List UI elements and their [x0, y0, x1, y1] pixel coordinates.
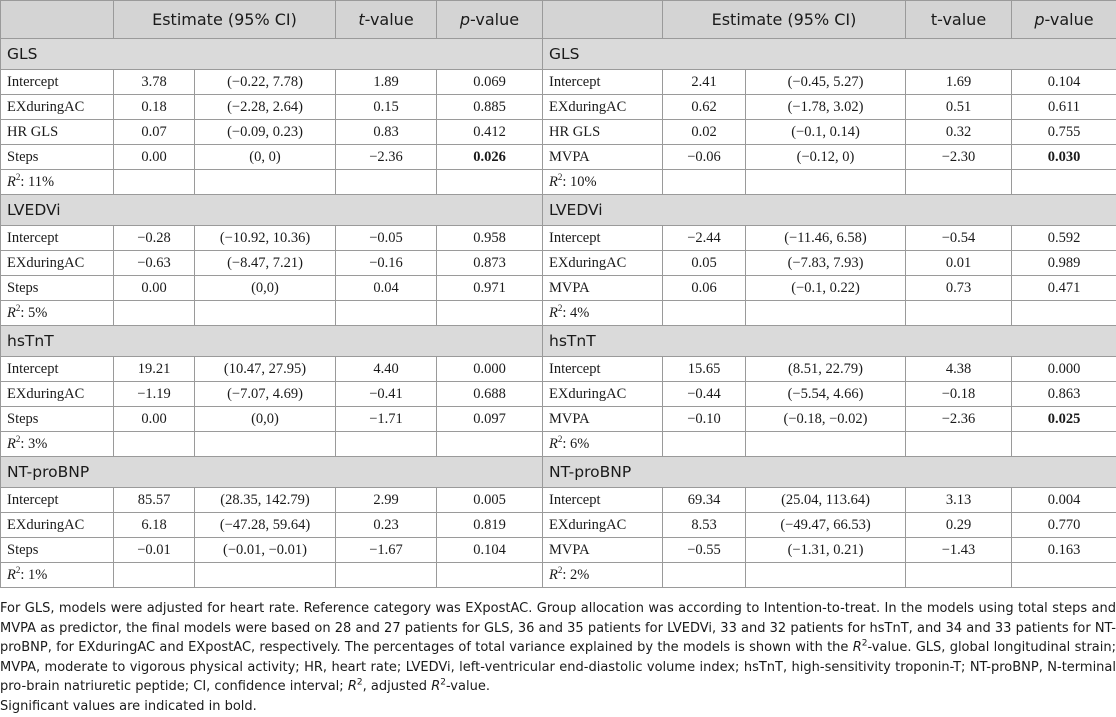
t-value-cell: −0.54 — [906, 226, 1012, 251]
p-value-cell: 0.863 — [1012, 382, 1116, 407]
ci-cell: (0, 0) — [195, 145, 336, 170]
estimate-cell: 8.53 — [663, 513, 746, 538]
r2-row — [1, 170, 1116, 195]
ci-cell: (−47.28, 59.64) — [195, 513, 336, 538]
estimate-cell: −0.10 — [663, 407, 746, 432]
p-value-cell: 0.000 — [437, 357, 543, 382]
t-value-cell: −2.36 — [906, 407, 1012, 432]
empty-cell — [906, 563, 1012, 588]
empty-cell — [663, 563, 746, 588]
header-p-right: p-value — [1012, 1, 1116, 39]
section-row — [1, 457, 1116, 488]
estimate-cell: 3.78 — [114, 70, 195, 95]
empty-cell — [906, 170, 1012, 195]
p-value-cell: 0.025 — [1012, 407, 1116, 432]
p-value-cell: 0.104 — [1012, 70, 1116, 95]
r2-cell: $R^2$: 6% — [543, 432, 663, 457]
empty-cell — [195, 301, 336, 326]
empty-cell — [1012, 563, 1116, 588]
estimate-cell: −0.28 — [114, 226, 195, 251]
estimate-cell: −1.19 — [114, 382, 195, 407]
t-value-cell: 2.99 — [336, 488, 437, 513]
r2-cell: $R^2$: 2% — [543, 563, 663, 588]
estimate-cell: 2.41 — [663, 70, 746, 95]
row-label: Intercept — [1, 226, 114, 251]
p-value-cell: 0.770 — [1012, 513, 1116, 538]
t-value-cell: 0.04 — [336, 276, 437, 301]
row-label: Intercept — [543, 70, 663, 95]
t-value-cell: 0.73 — [906, 276, 1012, 301]
t-value-cell: −2.36 — [336, 145, 437, 170]
empty-cell — [437, 301, 543, 326]
ci-cell: (−2.28, 2.64) — [195, 95, 336, 120]
estimate-cell: −0.06 — [663, 145, 746, 170]
row-label: Steps — [1, 538, 114, 563]
row-label: Intercept — [1, 357, 114, 382]
p-value-cell: 0.026 — [437, 145, 543, 170]
row-label: EXduringAC — [1, 382, 114, 407]
r2-cell: $R^2$: 3% — [1, 432, 114, 457]
r2-cell: $R^2$: 11% — [1, 170, 114, 195]
footnote-text: For GLS, models were adjusted for heart rate. Reference category was EXpostAC. Group allocation was according to Intention-to-treat. In the models using total steps and MVPA as predictor, the final models were based on 28 and 27 patients for GLS, 36 and 35 patients for LVEDVi, 33 and 32 patients for hsTnT, and 34 and 33 patients for NT-proBNP, for EXduringAC and EXpostAC, respectively. The percentages of total variance explained by the models is shown with the $R^2$-value. GLS, global longitudinal strain; MVPA, moderate to vigorous physical activity; HR, heart rate; LVEDVi, left-ventricular end-diastolic volume index; hsTnT, high-sensitivity troponin-T; NT-proBNP, N-terminal pro-brain natriuretic peptide; CI, confidence interval; $R^2$, adjusted $R^2$-value. — [0, 601, 1116, 694]
table-row — [1, 407, 1116, 432]
r2-row — [1, 301, 1116, 326]
t-value-cell: −0.18 — [906, 382, 1012, 407]
header-t-left: t-value — [336, 1, 437, 39]
ci-cell: (−0.22, 7.78) — [195, 70, 336, 95]
p-value-cell: 0.885 — [437, 95, 543, 120]
p-value-cell: 0.688 — [437, 382, 543, 407]
empty-cell — [746, 432, 906, 457]
ci-cell: (−0.09, 0.23) — [195, 120, 336, 145]
estimate-cell: −0.01 — [114, 538, 195, 563]
estimate-cell: 15.65 — [663, 357, 746, 382]
table-row — [1, 120, 1116, 145]
header-estimate-right: Estimate (95% CI) — [663, 1, 906, 39]
empty-cell — [336, 301, 437, 326]
row-label: Intercept — [543, 226, 663, 251]
estimate-cell: 85.57 — [114, 488, 195, 513]
t-value-cell: 0.23 — [336, 513, 437, 538]
row-label: MVPA — [543, 407, 663, 432]
ci-cell: (−0.18, −0.02) — [746, 407, 906, 432]
table-row — [1, 145, 1116, 170]
estimate-cell: −0.55 — [663, 538, 746, 563]
table-row — [1, 357, 1116, 382]
ci-cell: (−10.92, 10.36) — [195, 226, 336, 251]
ci-cell: (8.51, 22.79) — [746, 357, 906, 382]
empty-cell — [336, 563, 437, 588]
table-row — [1, 226, 1116, 251]
empty-cell — [114, 301, 195, 326]
estimate-cell: 0.00 — [114, 276, 195, 301]
section-title-nt-probnp: NT-proBNP — [1, 457, 543, 488]
empty-cell — [336, 170, 437, 195]
estimate-cell: −0.63 — [114, 251, 195, 276]
ci-cell: (−11.46, 6.58) — [746, 226, 906, 251]
t-value-cell: −0.41 — [336, 382, 437, 407]
header-t-right: t-value — [906, 1, 1012, 39]
r2-row — [1, 432, 1116, 457]
estimate-cell: 69.34 — [663, 488, 746, 513]
row-label: EXduringAC — [543, 513, 663, 538]
section-title-hstnt: hsTnT — [1, 326, 543, 357]
empty-cell — [195, 432, 336, 457]
estimate-cell: −0.44 — [663, 382, 746, 407]
ci-cell: (28.35, 142.79) — [195, 488, 336, 513]
p-value-cell: 0.592 — [1012, 226, 1116, 251]
p-value-cell: 0.958 — [437, 226, 543, 251]
estimate-cell: 6.18 — [114, 513, 195, 538]
p-value-cell: 0.163 — [1012, 538, 1116, 563]
r2-cell: $R^2$: 10% — [543, 170, 663, 195]
p-value-cell: 0.097 — [437, 407, 543, 432]
table-footnote — [0, 599, 1116, 716]
section-title-nt-probnp: NT-proBNP — [543, 457, 1116, 488]
row-label: Intercept — [1, 70, 114, 95]
empty-cell — [746, 563, 906, 588]
t-value-cell: 4.40 — [336, 357, 437, 382]
empty-cell — [906, 432, 1012, 457]
empty-cell — [663, 432, 746, 457]
empty-cell — [195, 563, 336, 588]
ci-cell: (25.04, 113.64) — [746, 488, 906, 513]
ci-cell: (−5.54, 4.66) — [746, 382, 906, 407]
table-row — [1, 382, 1116, 407]
t-value-cell: 0.29 — [906, 513, 1012, 538]
estimate-cell: 0.00 — [114, 145, 195, 170]
estimate-cell: 0.18 — [114, 95, 195, 120]
ci-cell: (0,0) — [195, 276, 336, 301]
row-label: Intercept — [543, 488, 663, 513]
estimate-cell: 0.02 — [663, 120, 746, 145]
row-label: HR GLS — [1, 120, 114, 145]
p-value-cell: 0.971 — [437, 276, 543, 301]
t-value-cell: −0.16 — [336, 251, 437, 276]
empty-cell — [746, 301, 906, 326]
ci-cell: (−1.31, 0.21) — [746, 538, 906, 563]
table-row — [1, 276, 1116, 301]
empty-cell — [1012, 301, 1116, 326]
ci-cell: (−0.01, −0.01) — [195, 538, 336, 563]
section-title-gls: GLS — [543, 39, 1116, 70]
ci-cell: (−0.1, 0.14) — [746, 120, 906, 145]
p-value-cell: 0.471 — [1012, 276, 1116, 301]
t-value-cell: −2.30 — [906, 145, 1012, 170]
r2-cell: $R^2$: 4% — [543, 301, 663, 326]
empty-cell — [906, 301, 1012, 326]
estimate-cell: 0.06 — [663, 276, 746, 301]
p-value-cell: 0.104 — [437, 538, 543, 563]
estimate-cell: 19.21 — [114, 357, 195, 382]
t-value-cell: 0.15 — [336, 95, 437, 120]
t-value-cell: −0.05 — [336, 226, 437, 251]
empty-cell — [437, 432, 543, 457]
ci-cell: (−7.07, 4.69) — [195, 382, 336, 407]
p-value-cell: 0.005 — [437, 488, 543, 513]
empty-cell — [1012, 432, 1116, 457]
empty-cell — [336, 432, 437, 457]
p-value-cell: 0.004 — [1012, 488, 1116, 513]
row-label: HR GLS — [543, 120, 663, 145]
empty-cell — [195, 170, 336, 195]
t-value-cell: 0.83 — [336, 120, 437, 145]
header-p-left: p-value — [437, 1, 543, 39]
section-title-lvedvi: LVEDVi — [1, 195, 543, 226]
section-title-gls: GLS — [1, 39, 543, 70]
estimate-cell: 0.05 — [663, 251, 746, 276]
header-blank-right — [543, 1, 663, 39]
ci-cell: (−7.83, 7.93) — [746, 251, 906, 276]
t-value-cell: 1.89 — [336, 70, 437, 95]
r2-cell: $R^2$: 1% — [1, 563, 114, 588]
row-label: EXduringAC — [543, 95, 663, 120]
estimate-cell: 0.07 — [114, 120, 195, 145]
p-value-cell: 0.412 — [437, 120, 543, 145]
t-value-cell: 1.69 — [906, 70, 1012, 95]
table-row — [1, 488, 1116, 513]
row-label: MVPA — [543, 538, 663, 563]
row-label: EXduringAC — [543, 251, 663, 276]
t-value-cell: 0.51 — [906, 95, 1012, 120]
ci-cell: (−8.47, 7.21) — [195, 251, 336, 276]
row-label: MVPA — [543, 276, 663, 301]
p-value-cell: 0.819 — [437, 513, 543, 538]
empty-cell — [663, 301, 746, 326]
empty-cell — [114, 432, 195, 457]
p-value-cell: 0.000 — [1012, 357, 1116, 382]
r2-cell: $R^2$: 5% — [1, 301, 114, 326]
section-row — [1, 326, 1116, 357]
section-row — [1, 195, 1116, 226]
empty-cell — [663, 170, 746, 195]
table-row — [1, 95, 1116, 120]
empty-cell — [437, 170, 543, 195]
ci-cell: (−0.45, 5.27) — [746, 70, 906, 95]
estimate-cell: −2.44 — [663, 226, 746, 251]
t-value-cell: −1.43 — [906, 538, 1012, 563]
t-value-cell: −1.67 — [336, 538, 437, 563]
header-row — [1, 1, 1116, 39]
row-label: Steps — [1, 145, 114, 170]
row-label: EXduringAC — [1, 251, 114, 276]
p-value-cell: 0.069 — [437, 70, 543, 95]
p-value-cell: 0.611 — [1012, 95, 1116, 120]
row-label: Steps — [1, 407, 114, 432]
row-label: Intercept — [1, 488, 114, 513]
p-value-cell: 0.873 — [437, 251, 543, 276]
t-value-cell: 3.13 — [906, 488, 1012, 513]
table-body — [1, 39, 1116, 588]
table-row — [1, 70, 1116, 95]
section-title-lvedvi: LVEDVi — [543, 195, 1116, 226]
ci-cell: (−0.12, 0) — [746, 145, 906, 170]
empty-cell — [746, 170, 906, 195]
header-estimate-left: Estimate (95% CI) — [114, 1, 336, 39]
ci-cell: (−0.1, 0.22) — [746, 276, 906, 301]
row-label: Intercept — [543, 357, 663, 382]
row-label: MVPA — [543, 145, 663, 170]
table-row — [1, 251, 1116, 276]
ci-cell: (−49.47, 66.53) — [746, 513, 906, 538]
t-value-cell: 0.32 — [906, 120, 1012, 145]
estimate-cell: 0.00 — [114, 407, 195, 432]
footnote-significance: Significant values are indicated in bold. — [0, 698, 257, 714]
empty-cell — [114, 170, 195, 195]
section-row — [1, 39, 1116, 70]
p-value-cell: 0.989 — [1012, 251, 1116, 276]
row-label: Steps — [1, 276, 114, 301]
table-row — [1, 513, 1116, 538]
row-label: EXduringAC — [1, 513, 114, 538]
empty-cell — [114, 563, 195, 588]
ci-cell: (−1.78, 3.02) — [746, 95, 906, 120]
section-title-hstnt: hsTnT — [543, 326, 1116, 357]
empty-cell — [437, 563, 543, 588]
p-value-cell: 0.755 — [1012, 120, 1116, 145]
row-label: EXduringAC — [543, 382, 663, 407]
t-value-cell: 4.38 — [906, 357, 1012, 382]
r2-row — [1, 563, 1116, 588]
table-row — [1, 538, 1116, 563]
header-blank-left — [1, 1, 114, 39]
ci-cell: (10.47, 27.95) — [195, 357, 336, 382]
empty-cell — [1012, 170, 1116, 195]
t-value-cell: −1.71 — [336, 407, 437, 432]
ci-cell: (0,0) — [195, 407, 336, 432]
estimate-cell: 0.62 — [663, 95, 746, 120]
t-value-cell: 0.01 — [906, 251, 1012, 276]
row-label: EXduringAC — [1, 95, 114, 120]
p-value-cell: 0.030 — [1012, 145, 1116, 170]
